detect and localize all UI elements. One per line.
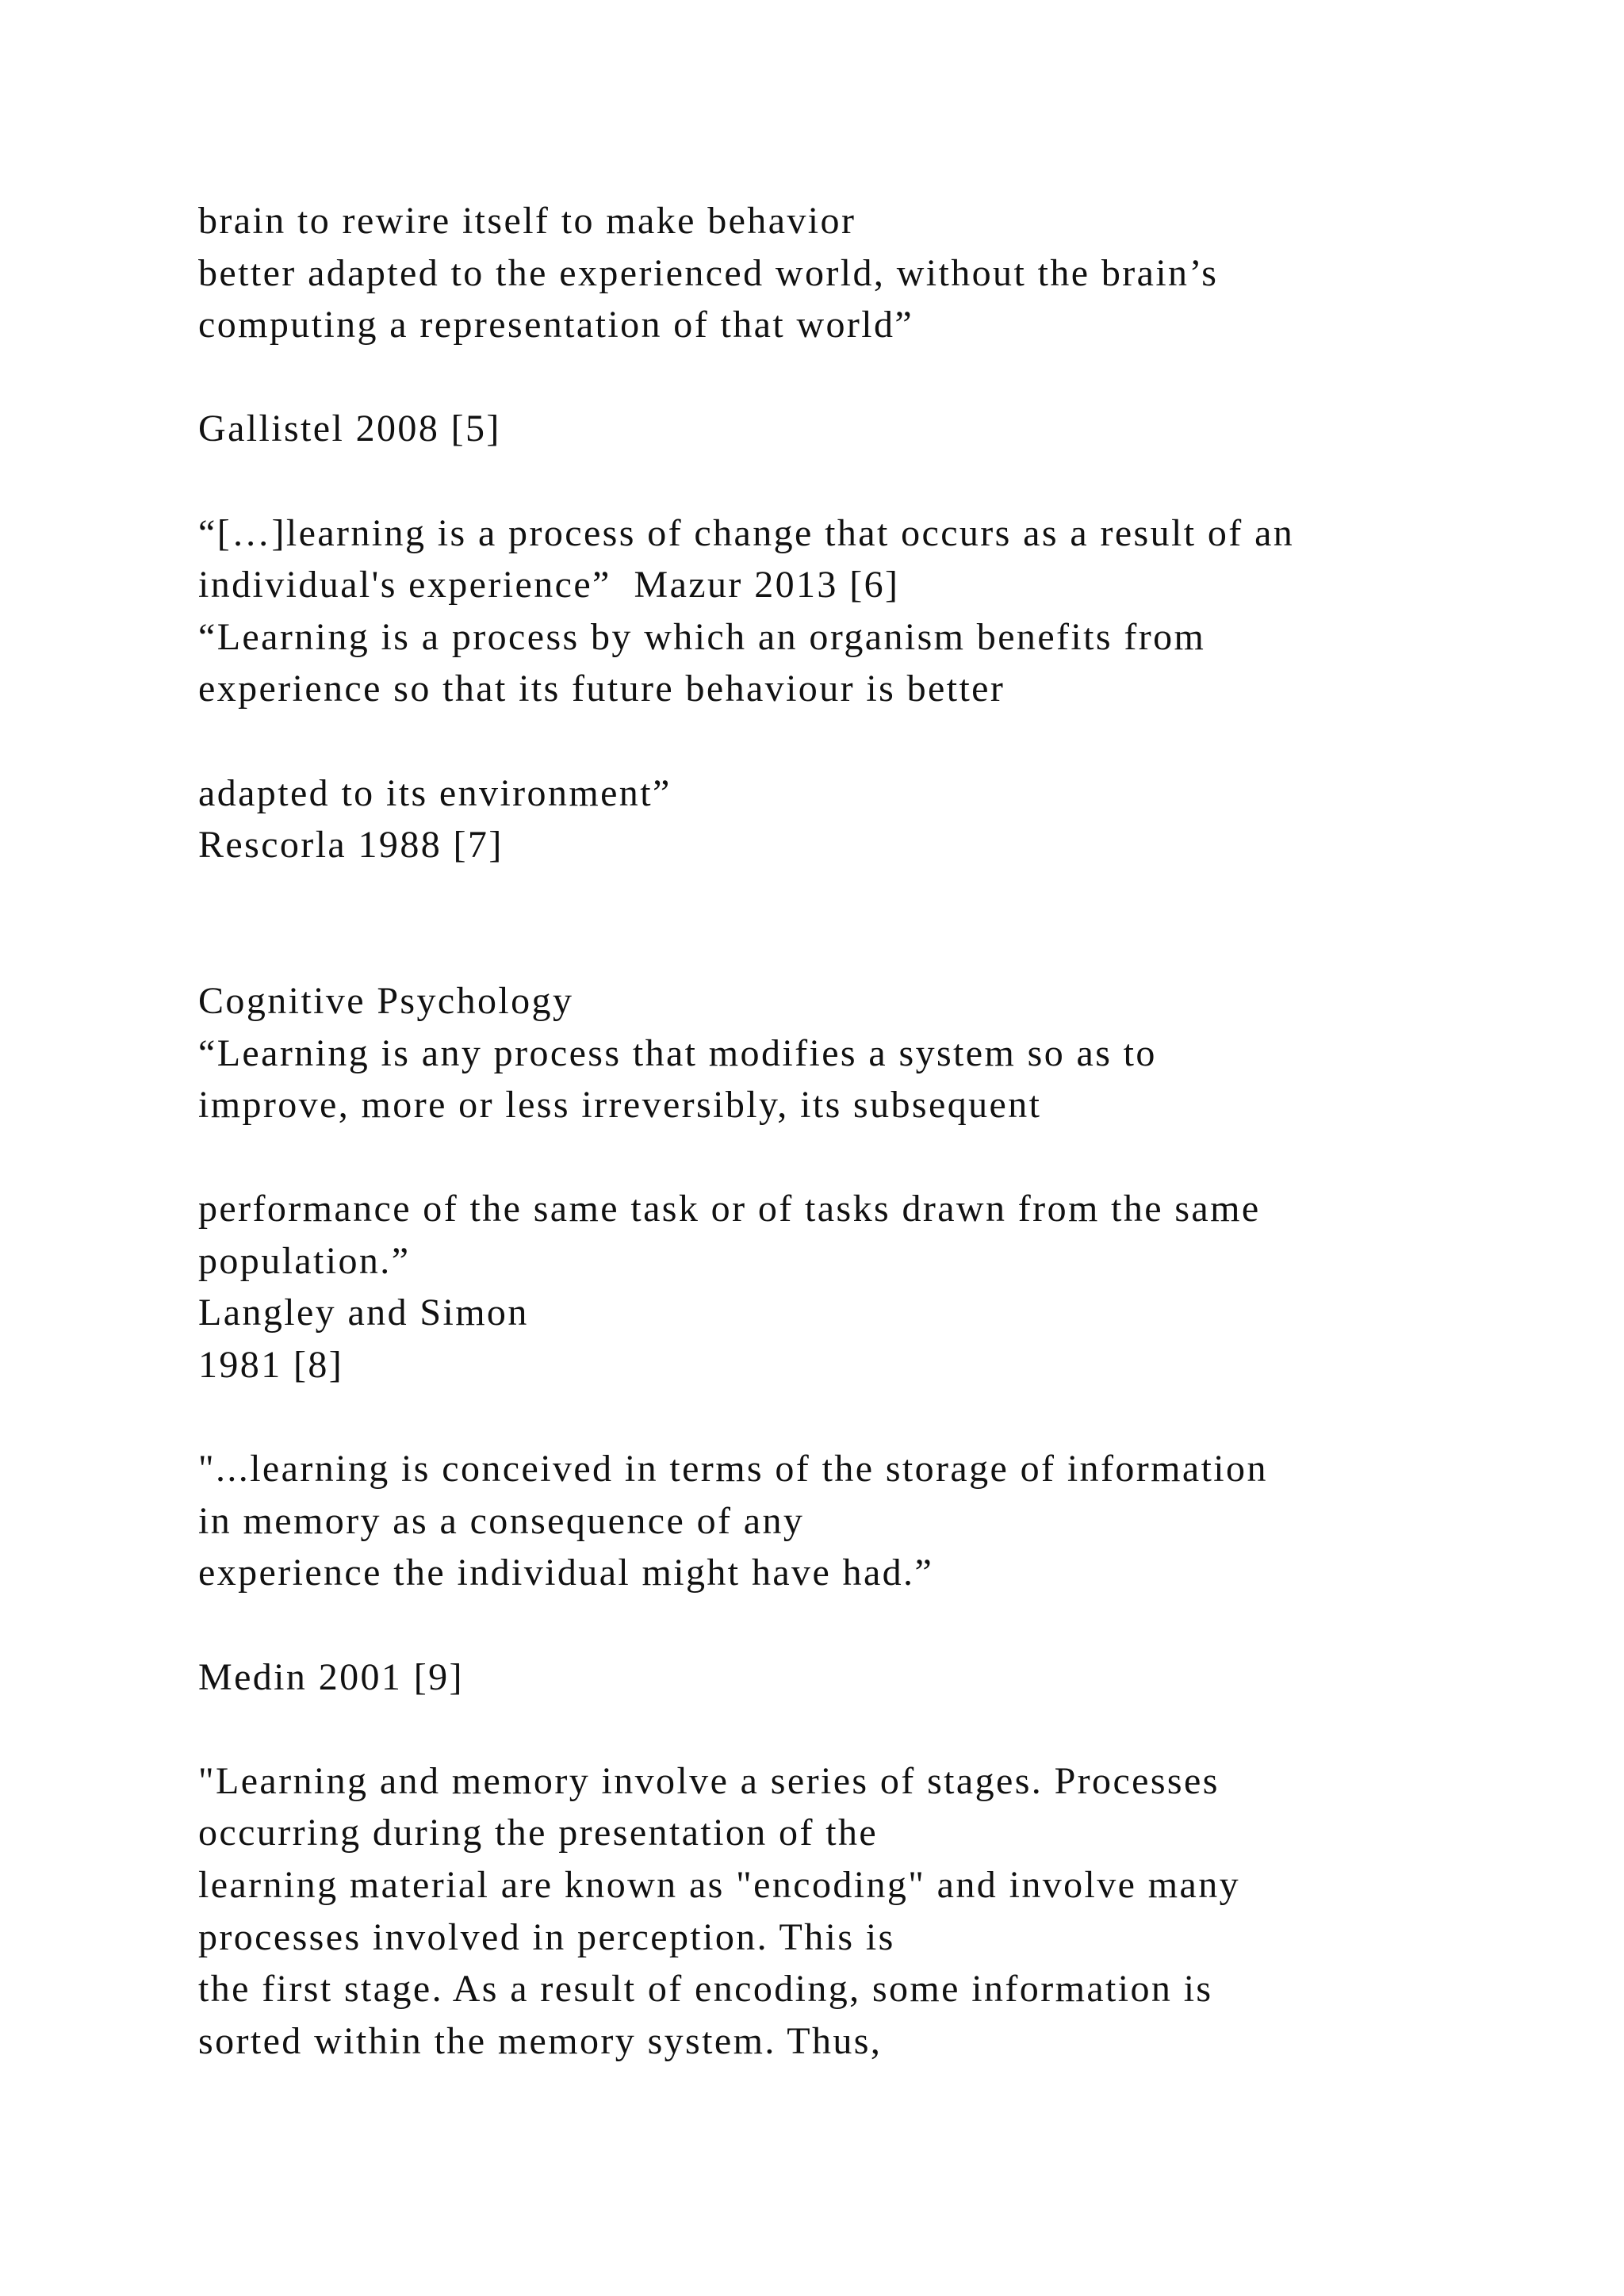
text-line: sorted within the memory system. Thus, — [198, 2019, 883, 2062]
text-line: experience so that its future behaviour is better — [198, 668, 1005, 710]
citation-line: Gallistel 2008 [5] — [198, 408, 501, 450]
citation-line: Medin 2001 [9] — [198, 1655, 464, 1698]
text-line: “Learning is a process by which an organism benefits from — [198, 615, 1206, 658]
text-line: population.” — [198, 1239, 411, 1282]
blank-line — [198, 715, 1594, 767]
text-line: "Learning and memory involve a series of stages. Processes — [198, 1759, 1220, 1802]
document-body — [198, 195, 1594, 2067]
text-line: better adapted to the experienced world, without the brain’s — [198, 251, 1219, 294]
text-line: adapted to its environment” — [198, 771, 672, 814]
text-line: “Learning is any process that modifies a system so as to — [198, 1031, 1157, 1074]
text-line: performance of the same task or of tasks drawn from the same — [198, 1188, 1261, 1230]
text-line: improve, more or less irreversibly, its subsequent — [198, 1084, 1042, 1127]
blank-line — [198, 871, 1594, 924]
blank-line — [198, 455, 1594, 507]
text-line: individual's experience” Mazur 2013 [6] — [198, 564, 900, 607]
citation-line: Rescorla 1988 [7] — [198, 824, 504, 867]
text-line: learning material are known as "encoding" and involve many — [198, 1864, 1241, 1906]
section-heading: Cognitive Psychology — [198, 979, 574, 1022]
citation-line: 1981 [8] — [198, 1344, 344, 1387]
text-line: computing a representation of that world” — [198, 304, 914, 346]
text-line: brain to rewire itself to make behavior — [198, 200, 856, 242]
text-line: experience the individual might have had.” — [198, 1552, 934, 1594]
blank-line — [198, 1703, 1594, 1755]
blank-line — [198, 1131, 1594, 1184]
text-line: processes involved in perception. This is — [198, 1915, 895, 1958]
blank-line — [198, 351, 1594, 404]
blank-line — [198, 1391, 1594, 1444]
text-line: “[…]learning is a process of change that occurs as a result of an — [198, 511, 1295, 554]
text-line: in memory as a consequence of any — [198, 1499, 805, 1542]
blank-line — [198, 923, 1594, 975]
citation-line: Langley and Simon — [198, 1292, 529, 1334]
text-line: "...learning is conceived in terms of the storage of information — [198, 1448, 1268, 1490]
blank-line — [198, 1599, 1594, 1651]
text-line: occurring during the presentation of the — [198, 1812, 879, 1854]
text-line: the first stage. As a result of encoding, some information is — [198, 1968, 1213, 2011]
